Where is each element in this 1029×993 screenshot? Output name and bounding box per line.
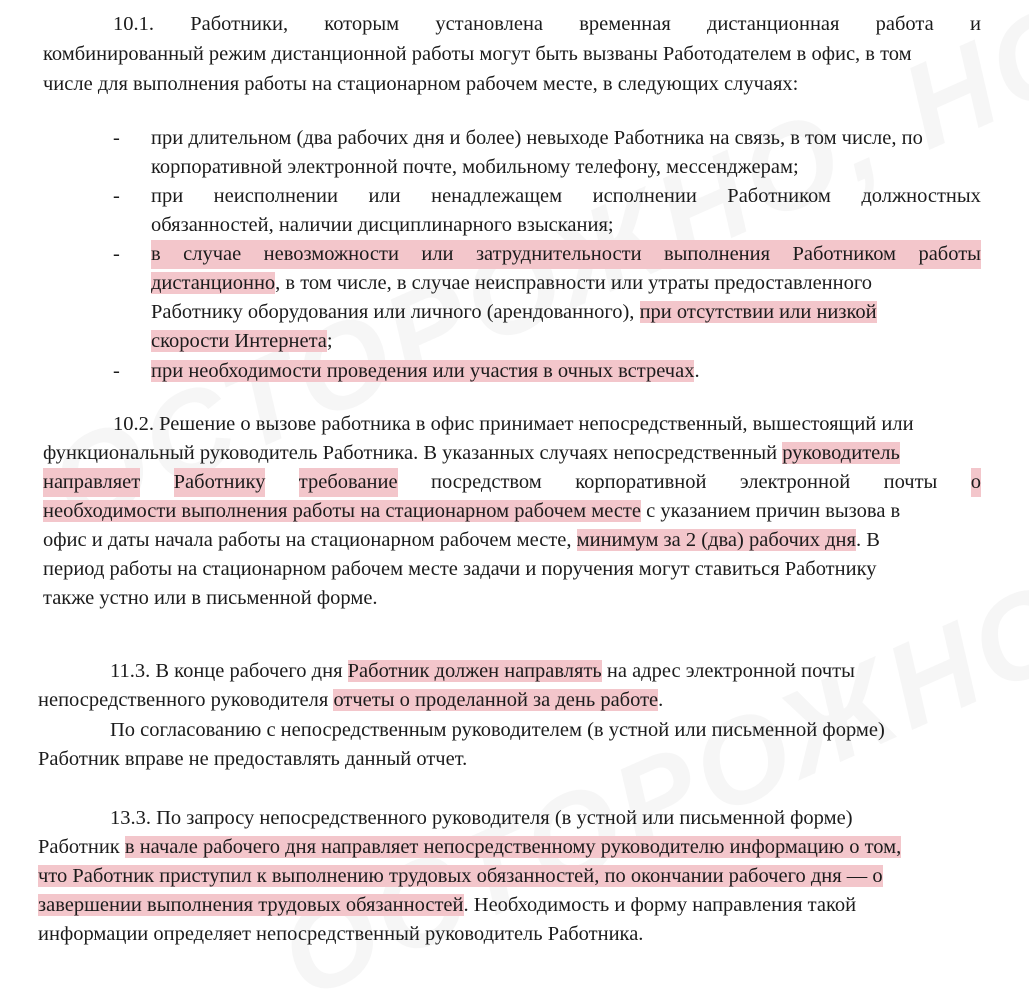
paragraph-line: завершении выполнения трудовых обязанностей. Необходимость и форму направления такой xyxy=(38,894,857,916)
highlighted-text: Работник должен направлять xyxy=(347,660,602,682)
list-bullet: - xyxy=(113,127,120,149)
list-bullet: - xyxy=(113,243,120,265)
list-item: скорости Интернета; xyxy=(151,330,333,352)
paragraph-line: направляет Работнику требование посредством корпоративной электронной почты о xyxy=(43,468,981,497)
paragraph-line: 10.2. Решение о вызове работника в офис принимает непосредственный, вышестоящий или xyxy=(113,413,914,435)
highlighted-text: руководитель xyxy=(782,442,900,464)
highlighted-text: дистанционно xyxy=(151,272,276,294)
paragraph-line: необходимости выполнения работы на стационарном рабочем месте с указанием причин вызова в xyxy=(43,500,901,522)
list-bullet: - xyxy=(113,185,120,207)
list-item: обязанностей, наличии дисциплинарного взыскания; xyxy=(151,214,614,236)
paragraph-line: функциональный руководитель Работника. В указанных случаях непосредственный руководитель xyxy=(43,442,900,464)
paragraph-line: информации определяет непосредственный руководитель Работника. xyxy=(38,923,644,945)
paragraph-line: также устно или в письменной форме. xyxy=(43,587,378,609)
paragraph-line: комбинированный режим дистанционной работы могут быть вызваны Работодателем в офис, в том xyxy=(43,43,912,65)
highlighted-text: в начале рабочего дня направляет непосредственному руководителю информацию о том, xyxy=(124,836,902,858)
list-item: при неисполнении или ненадлежащем исполнении Работником должностных xyxy=(151,185,981,207)
highlighted-text: направляет xyxy=(43,468,140,497)
paragraph-line: офис и даты начала работы на стационарном рабочем месте, минимум за 2 (два) рабочих дня. В xyxy=(43,529,880,551)
paragraph-line xyxy=(38,862,883,891)
highlighted-text: о xyxy=(971,468,981,497)
paragraph-line: По согласованию с непосредственным руководителем (в устной или письменной форме) xyxy=(110,719,885,741)
paragraph-line: Работник вправе не предоставлять данный отчет. xyxy=(38,748,468,770)
highlighted-text: что Работник приступил к выполнению трудовых обязанностей, по окончании рабочего дня — о xyxy=(38,865,883,887)
paragraph-line: непосредственного руководителя отчеты о проделанной за день работе. xyxy=(38,689,664,711)
paragraph-line: 10.1. Работники, которым установлена временная дистанционная работа и xyxy=(113,13,981,35)
paragraph-line: период работы на стационарном рабочем месте задачи и поручения могут ставиться Работнику xyxy=(43,558,877,580)
list-item: Работнику оборудования или личного (арендованного), при отсутствии или низкой xyxy=(151,301,877,323)
highlighted-text: отчеты о проделанной за день работе xyxy=(333,689,659,711)
highlighted-text: минимум за 2 (два) рабочих дня xyxy=(576,529,856,551)
highlighted-text: при отсутствии или низкой xyxy=(639,301,877,323)
list-item: при необходимости проведения или участия в очных встречах. xyxy=(151,360,700,382)
paragraph-line: Работник в начале рабочего дня направляет непосредственному руководителю информацию о том, xyxy=(38,836,902,858)
paragraph-line: 11.3. В конце рабочего дня Работник должен направлять на адрес электронной почты xyxy=(110,660,855,682)
highlighted-text: скорости Интернета xyxy=(151,330,327,352)
highlighted-text: завершении выполнения трудовых обязанностей xyxy=(38,894,464,916)
list-item: дистанционно, в том числе, в случае неисправности или утраты предоставленного xyxy=(151,272,873,294)
paragraph-line: числе для выполнения работы на стационарном рабочем месте, в следующих случаях: xyxy=(43,73,799,95)
highlighted-text: при необходимости проведения или участия в очных встречах xyxy=(151,360,695,382)
list-item: корпоративной электронной почте, мобильному телефону, мессенджерам; xyxy=(151,156,799,178)
highlighted-text: необходимости выполнения работы на стационарном рабочем месте xyxy=(43,500,641,522)
list-item: при длительном (два рабочих дня и более) невыходе Работника на связь, в том числе, по xyxy=(151,127,923,149)
highlighted-text: в случае невозможности или затруднительности выполнения Работником работы xyxy=(151,240,981,269)
paragraph-line: 13.3. По запросу непосредственного руководителя (в устной или письменной форме) xyxy=(110,807,853,829)
list-bullet: - xyxy=(113,360,120,382)
highlighted-text: требование xyxy=(299,468,398,497)
highlighted-text: Работнику xyxy=(174,468,266,497)
